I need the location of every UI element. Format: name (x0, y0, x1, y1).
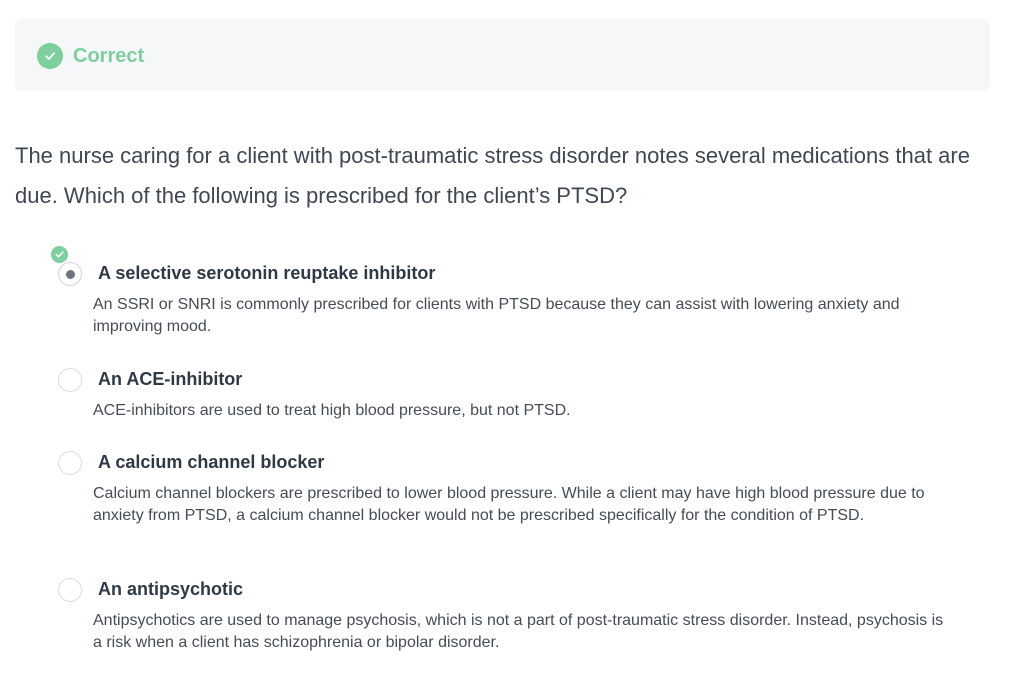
radio-button[interactable] (58, 368, 82, 392)
option-label: An antipsychotic (98, 579, 244, 599)
correct-check-icon (51, 246, 68, 263)
radio-button-selected[interactable] (58, 262, 82, 286)
check-circle-icon (37, 43, 63, 69)
radio-button[interactable] (58, 578, 82, 602)
option-label: A calcium channel blocker (98, 452, 325, 472)
option-label: A selective serotonin reuptake inhibitor (98, 263, 436, 283)
option-explanation: An SSRI or SNRI is commonly prescribed for clients with PTSD because they can assist with lowering anxiety and improving mood. (93, 296, 900, 335)
option-explanation: Antipsychotics are used to manage psychosis, which is not a part of post-traumatic stress disorder. Instead, psychosis is a risk when a client has schizophrenia or bipolar disorder. (93, 612, 944, 651)
radio-dot (66, 270, 75, 279)
result-status-label: Correct (73, 45, 145, 67)
radio-button[interactable] (58, 451, 82, 475)
option-label: An ACE-inhibitor (98, 369, 243, 389)
option-explanation: ACE-inhibitors are used to treat high blood pressure, but not PTSD. (93, 402, 571, 419)
result-banner (15, 19, 990, 91)
option-explanation: Calcium channel blockers are prescribed to lower blood pressure. While a client may have high blood pressure due to anxiety from PTSD, a calcium channel blocker would not be prescribed specifically for the condition of PTSD. (93, 485, 925, 524)
question-text: The nurse caring for a client with post-traumatic stress disorder notes several medications that are due. Which of the following is prescribed for the client’s PTSD? (15, 143, 970, 208)
